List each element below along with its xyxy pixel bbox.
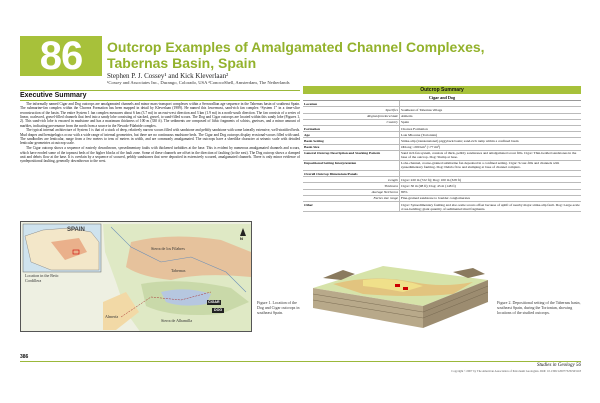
table-row-value: Chorrea Formation: [399, 126, 581, 131]
table-row-label: Average Net/Gross: [371, 190, 398, 195]
table-rows: [303, 101, 581, 212]
map-label: Almería: [105, 314, 119, 319]
map-label-dog: DOG: [214, 308, 223, 312]
table-row-label: Facies size range: [373, 196, 398, 201]
table-row-value: Cigar: 220 m (722 ft); Dog: 100 m (328 ft): [399, 177, 581, 182]
table-row-value: Fine-grained sandstone to boulder conglomerates: [399, 196, 581, 201]
table-row: [303, 151, 581, 161]
title-line-2: Tabernas Basin, Spain: [107, 55, 257, 71]
table-row: [303, 202, 581, 212]
table-row-value: Cigar: 30 m (98 ft); Dog: 45 m (148 ft): [399, 183, 581, 188]
map-label: Sierra de los Filabres: [151, 246, 185, 251]
map-label-cigar: CIGAR: [208, 300, 220, 304]
divider: [20, 90, 300, 91]
executive-summary-heading: Executive Summary: [20, 92, 87, 99]
executive-summary-body: [20, 102, 300, 214]
table-row-value: Lobe-channel, coarse-grained submarine fan deposited in a confined setting. Cigar: Scour-fills and channels with synsedimentary faulting. Dog: Debris flow and slumping at base of channel complex.: [399, 161, 581, 170]
table-row-value: Southeast of Tabernas village: [399, 107, 581, 112]
table-row-value: Oblong ~200 km² (~77 mi²): [399, 145, 581, 150]
paragraph: The Cigar outcrop shows a sequence of easterly downthrown, synsedimentary faults with thickened turbidites at the base. This is evident by numerous amalgamated channels and scours, which have eroded some of the topmost beds of the higher blocks of the fault zone. Some of these channels are offset in the direction of faulting (to the east). The Dog outcrop shows a clamped unit and debris flow at the base. It is overlain by a sequence of scoured, pebbly sandstones that were deposited in extensively scoured, amalgamated channels. There is only minor evidence of syndepositional faulting, generally downthrown to the west.: [20, 146, 300, 164]
table-row-label: Other: [304, 202, 313, 207]
table-row-label: Region/province/state: [367, 114, 398, 119]
table-heading: Outcrop Summary: [303, 86, 581, 94]
map-label-spain: SPAIN: [67, 227, 85, 233]
paragraph: The informally named Cigar and Dog outcrops are amalgamated channels and minor mass-transport complexes within a Serravallian age sequence in the Tabernas basin of southeast Spain. The submarine-fan complex within the Chorrea Formation has been mapped in detail by Kleverlaan (1989). He named this lowermost, sand-rich fan complex “System 1” in a time-slice reconstruction of the basin. The entire System 1 fan complex measures about 6 km (3.7 mi) in an east-west direction and 3 km (1.9 mi) in a north-south direction. The fan consists of a series of linear, coalesced, gravel-filled channels that feed into a sandy lobe consisting of stacked, gravel, to sand-filled scours. The Dog and Cigar outcrops are located within this sandy lobe (Figures 1, 2). This sand-rich lobe is encased in mudstone and has a maximum thickness of 100 m (330 ft). The sediments are composed of lithic fragments of schists, gneisses, and a minor amount of marbles, indicating provenance from the north from a source in the Nevado-Filabride complex.: [20, 102, 300, 128]
table-row-label: Basin Setting: [304, 138, 324, 143]
table-row-label: Location: [304, 101, 318, 106]
table-row-value: Almería: [399, 114, 581, 119]
table-row-label: Formation: [304, 126, 320, 131]
table-row-value: 80%: [399, 190, 581, 195]
table-row-value: Late Miocene (Tortonian): [399, 132, 581, 137]
map-label: Sierra de Alhamilla: [161, 318, 193, 323]
north-arrow-label: N: [240, 236, 243, 241]
table-row-label: Specifics: [385, 107, 398, 112]
table-row-label: Basin Size: [304, 145, 320, 150]
block-diagram: [303, 258, 493, 332]
affiliations: ¹Cossey and Associates Inc., Durango, Colorado, USA ²ConocoShell, Amsterdam, The Netherlands: [107, 80, 290, 85]
table-row-label: Age: [304, 132, 310, 137]
table-row-value: Cigar: Synsedimentary faulting and also some scours offset because of uplift of nearby major strike-slip fault. Dog: Large-scale cross-bedding; giant quantity of sedimented mud fragments.: [401, 202, 580, 211]
map-label: Tabernas: [171, 268, 186, 273]
table-row-label: Thickness: [384, 184, 398, 189]
table-row-label: Overall Outcrop Dimensions/Panels: [304, 171, 358, 176]
title-line-1: Outcrop Examples of Amalgamated Channel Complexes,: [107, 39, 485, 55]
block-diagram-graphic: [303, 258, 493, 332]
divider: [20, 100, 300, 101]
page-number: 386: [20, 354, 29, 360]
figure-1-caption: Figure 1. Location of the Dog and Cigar outcrops in southeast Spain.: [257, 300, 300, 315]
footer-divider: [20, 361, 581, 362]
location-map: [20, 221, 252, 332]
journal-name: Studies in Geology 56: [536, 363, 581, 368]
outcrop-summary-table: [303, 86, 581, 212]
table-row: [303, 161, 581, 171]
table-row-label: Length: [388, 177, 398, 182]
copyright: Copyright ©2007 by The American Association of Petroleum Geologists. DOI: 10.1306/12007732St563118: [451, 369, 581, 373]
inset-label: Location in the Betic Cordillera: [25, 273, 59, 283]
table-row-value: [399, 171, 581, 176]
table-row-label: Depositional Setting Interpretation: [304, 161, 357, 166]
chapter-title: [107, 39, 507, 71]
chapter-number: 86: [20, 36, 102, 76]
table-row-label: Country: [386, 120, 398, 125]
table-row-value: Strike-slip (transtensional) piggyback basin; sand-rich ramp within a confined basin: [399, 138, 581, 143]
table-row-value: [399, 101, 581, 106]
authors: Stephen P. J. Cossey¹ and Kick Kleverlaan²: [107, 72, 229, 80]
table-row-value: Sand rich fan system, consists of thick, pebbly sandstones and amalgamated scour fills. Cigar: Thin-bedded sandstones in the base of the outcrop. Dog: Slump at base.: [399, 151, 581, 160]
paragraph: The typical internal architecture of System 1 is that of a stack of deep, relatively narrow scours filled with sandstone and pebbly sandstone with some laterally extensive, well-stratified beds. Mud drapes and hemipelagics occur with a wide range of internal geometries, but there are no continuous mudstone beds. The Cigar and Dog outcrops display erosional-scours filled with sand. The sandbodies are lenticular, range from a few meters to tens of meters in width, and are commonly amalgamated. The outcrops have a sheetlike character at seismic scale with detailed lenticular geometries at outcrop scale.: [20, 128, 300, 146]
table-subheading: Cigar and Dog: [303, 94, 581, 101]
figure-2-caption: Figure 2. Depositional setting of the Tabernas basin, southeast Spain, during the Tortonian, showing locations of the studied outcrops.: [497, 300, 581, 315]
table-row-value: Spain: [399, 120, 581, 125]
table-row-label: General Outcrop Description and Stacking Pattern: [304, 151, 381, 156]
